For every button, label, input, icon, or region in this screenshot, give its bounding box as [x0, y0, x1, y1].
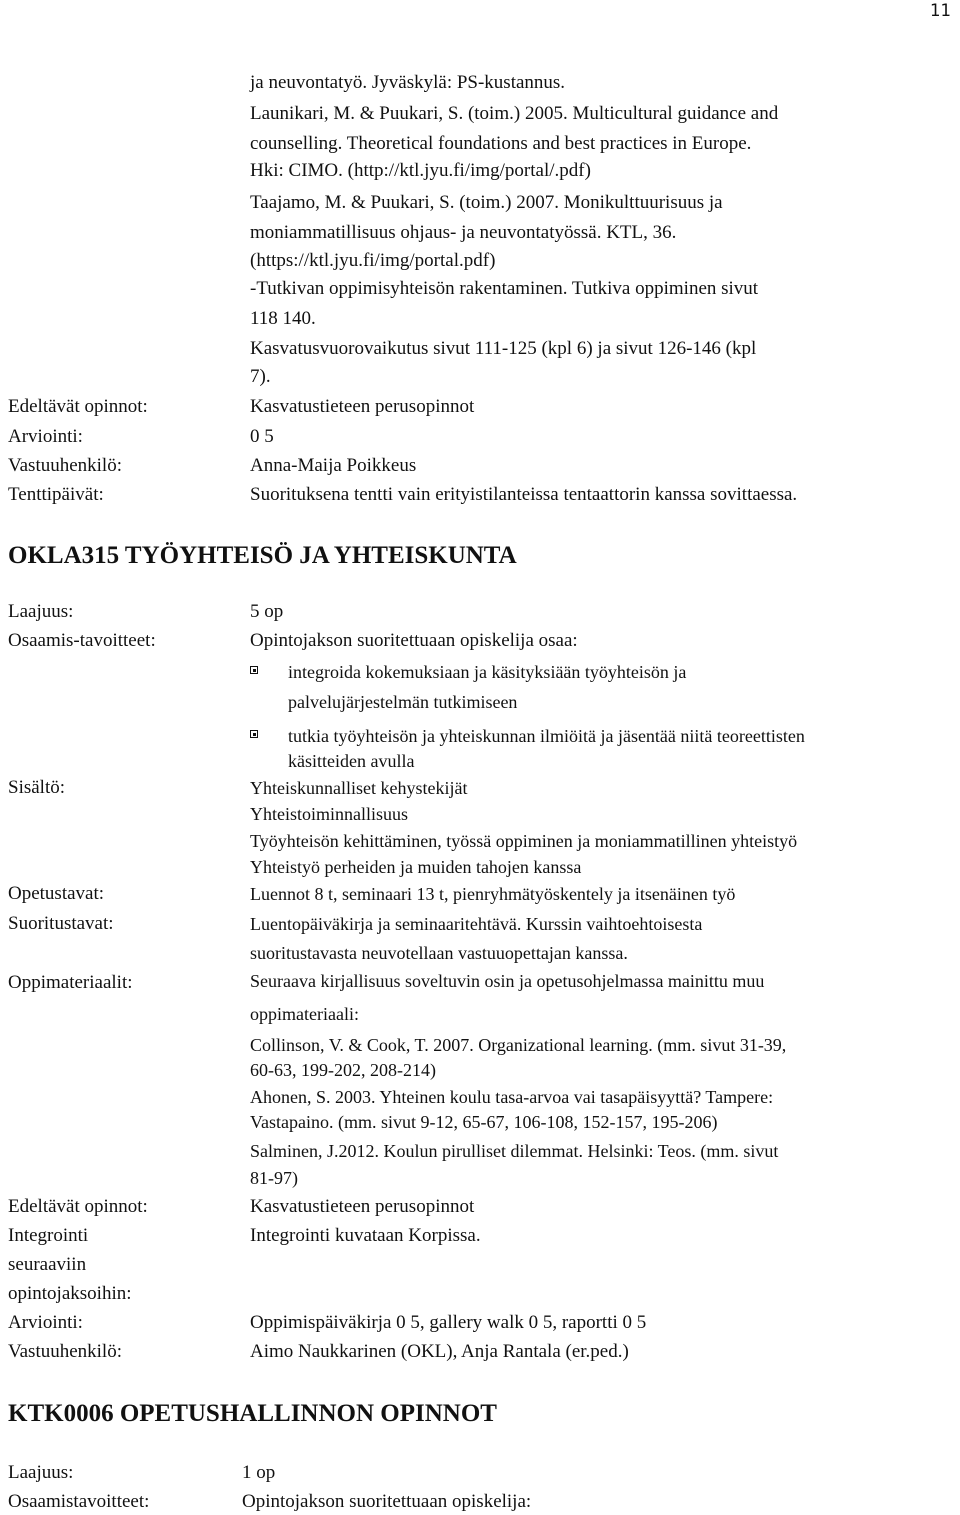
osaamis-intro: Opintojakson suoritettuaan opiskelija osaa: — [250, 630, 578, 651]
oppimateriaalit-label: Oppimateriaalit: — [8, 972, 133, 993]
bullet-text: integroida kokemuksiaan ja käsityksiään työyhteisön ja — [288, 662, 687, 682]
integrointi-label: opintojaksoihin: — [8, 1283, 132, 1304]
edeltavat-label: Edeltävät opinnot: — [8, 396, 148, 417]
bullet-square-icon — [250, 666, 258, 674]
sisalto-line: Työyhteisön kehittäminen, työssä oppiminen ja moniammatillinen yhteistyö — [250, 831, 798, 851]
integrointi-value: Integrointi kuvataan Korpissa. — [250, 1225, 481, 1246]
section-heading-ktk0006: KTK0006 OPETUSHALLINNON OPINNOT — [8, 1400, 497, 1427]
laajuus-label: Laajuus: — [8, 1462, 74, 1483]
laajuus-value: 1 op — [242, 1462, 276, 1483]
sisalto-label: Sisältö: — [8, 777, 66, 798]
reference-line: moniammatillisuus ohjaus- ja neuvontatyössä. KTL, 36. — [250, 222, 677, 243]
vastuuhenkilo-value: Anna-Maija Poikkeus — [250, 455, 417, 476]
bullet-text: tutkia työyhteisön ja yhteiskunnan ilmiöitä ja jäsentää niitä teoreettisten — [288, 726, 805, 746]
reference-line: (https://ktl.jyu.fi/img/portal.pdf) — [250, 250, 496, 271]
reading-line: 7). — [250, 366, 271, 387]
page-number: 11 — [930, 1, 951, 20]
tenttipaivat-value: Suorituksena tentti vain erityistilanteissa tentaattorin kanssa sovittaessa. — [250, 484, 798, 505]
reference-line: ja neuvontatyö. Jyväskylä: PS-kustannus. — [250, 72, 566, 93]
suoritustavat-label: Suoritustavat: — [8, 913, 114, 934]
reference-line: Ahonen, S. 2003. Yhteinen koulu tasa-arvoa vai tasapäisyyttä? Tampere: — [250, 1087, 774, 1107]
reference-line: Hki: CIMO. (http://ktl.jyu.fi/img/portal/.pdf) — [250, 160, 591, 181]
edeltavat-value: Kasvatustieteen perusopinnot — [250, 1196, 475, 1217]
reference-line: Salminen, J.2012. Koulun pirulliset dilemmat. Helsinki: Teos. (mm. sivut — [250, 1141, 779, 1161]
opetustavat-label: Opetustavat: — [8, 883, 105, 904]
reading-line: Kasvatusvuorovaikutus sivut 111-125 (kpl 6) ja sivut 126-146 (kpl — [250, 338, 757, 359]
opetustavat-value: Luennot 8 t, seminaari 13 t, pienryhmätyöskentely ja itsenäinen työ — [250, 884, 736, 904]
vastuuhenkilo-label: Vastuuhenkilö: — [8, 455, 122, 476]
suoritustavat-line: Luentopäiväkirja ja seminaaritehtävä. Kurssin vaihtoehtoisesta — [250, 914, 703, 934]
sisalto-line: Yhteiskunnalliset kehystekijät — [250, 778, 468, 798]
section-heading-okla315: OKLA315 TYÖYHTEISÖ JA YHTEISKUNTA — [8, 542, 517, 569]
integrointi-label: seuraaviin — [8, 1254, 87, 1275]
vastuuhenkilo-value: Aimo Naukkarinen (OKL), Anja Rantala (er.ped.) — [250, 1341, 629, 1362]
arviointi-value: 0 5 — [250, 426, 274, 447]
osaamis-value: Opintojakson suoritettuaan opiskelija: — [242, 1491, 532, 1512]
integrointi-label: Integrointi — [8, 1225, 89, 1246]
reference-line: counselling. Theoretical foundations and best practices in Europe. — [250, 133, 752, 154]
laajuus-label: Laajuus: — [8, 601, 74, 622]
reading-line: -Tutkivan oppimisyhteisön rakentaminen. Tutkiva oppiminen sivut — [250, 278, 759, 299]
tenttipaivat-label: Tenttipäivät: — [8, 484, 104, 505]
vastuuhenkilo-label: Vastuuhenkilö: — [8, 1341, 122, 1362]
reference-line: Collinson, V. & Cook, T. 2007. Organizational learning. (mm. sivut 31-39, — [250, 1035, 787, 1055]
sisalto-line: Yhteistoiminnallisuus — [250, 804, 409, 824]
reference-line: Vastapaino. (mm. sivut 9-12, 65-67, 106-108, 152-157, 195-206) — [250, 1112, 718, 1132]
edeltavat-value: Kasvatustieteen perusopinnot — [250, 396, 475, 417]
suoritustavat-line: suoritustavasta neuvotellaan vastuuopettajan kanssa. — [250, 943, 628, 963]
oppimateriaalit-line: Seuraava kirjallisuus soveltuvin osin ja opetusohjelmassa mainittu muu — [250, 971, 765, 991]
reference-line: Taajamo, M. & Puukari, S. (toim.) 2007. Monikulttuurisuus ja — [250, 192, 723, 213]
arviointi-label: Arviointi: — [8, 426, 83, 447]
osaamis-label: Osaamis-tavoitteet: — [8, 630, 156, 651]
oppimateriaalit-line: oppimateriaali: — [250, 1004, 359, 1024]
reading-line: 118 140. — [250, 308, 316, 329]
laajuus-value: 5 op — [250, 601, 284, 622]
bullet-text: palvelujärjestelmän tutkimiseen — [288, 692, 518, 712]
edeltavat-label: Edeltävät opinnot: — [8, 1196, 148, 1217]
arviointi-label: Arviointi: — [8, 1312, 83, 1333]
osaamis-label: Osaamistavoitteet: — [8, 1491, 150, 1512]
bullet-square-icon — [250, 730, 258, 738]
reference-line: 60-63, 199-202, 208-214) — [250, 1060, 436, 1080]
arviointi-value: Oppimispäiväkirja 0 5, gallery walk 0 5, raportti 0 5 — [250, 1312, 647, 1333]
sisalto-line: Yhteistyö perheiden ja muiden tahojen kanssa — [250, 857, 582, 877]
reference-line: 81-97) — [250, 1168, 298, 1188]
reference-line: Launikari, M. & Puukari, S. (toim.) 2005. Multicultural guidance and — [250, 103, 779, 124]
bullet-text: käsitteiden avulla — [288, 751, 415, 771]
